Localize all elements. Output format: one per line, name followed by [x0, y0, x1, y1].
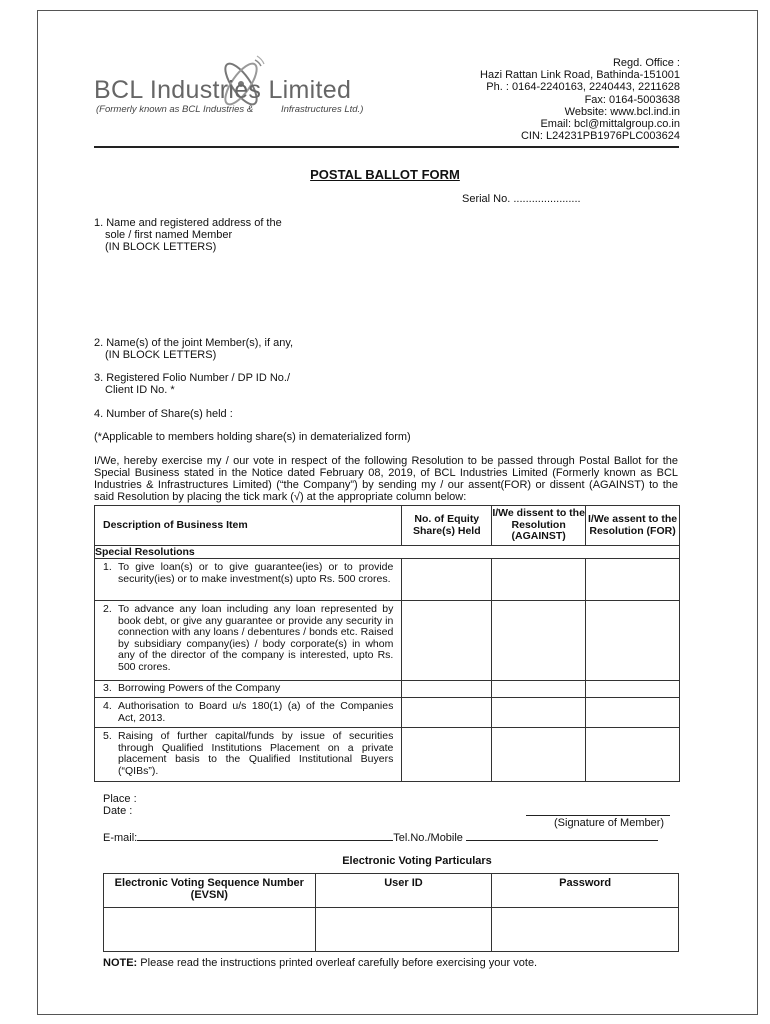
- note-text: Please read the instructions printed overleaf carefully before exercising your vote.: [137, 957, 538, 969]
- resolution-description: [95, 559, 402, 601]
- item-text: Authorisation to Board u/s 180(1) (a) of the Companies Act, 2013.: [118, 700, 394, 724]
- table-row: [95, 681, 680, 698]
- office-cin: CIN: L24231PB1976PLC003624: [520, 130, 680, 143]
- header-divider: [94, 146, 679, 148]
- section-special-resolutions: Special Resolutions: [95, 546, 680, 559]
- field-label: Client ID No. *: [105, 384, 175, 396]
- evoting-table: [103, 873, 679, 952]
- contact-row: [103, 830, 658, 844]
- office-website: Website: www.bcl.ind.in: [564, 105, 680, 118]
- company-logo: [94, 58, 369, 128]
- section-row: [95, 546, 680, 559]
- user-id-input[interactable]: [315, 908, 492, 952]
- serial-number: Serial No. ......................: [462, 193, 581, 205]
- table-row: [95, 728, 680, 782]
- table-row: [95, 698, 680, 728]
- email-label: E-mail:: [103, 832, 138, 844]
- table-row: [95, 559, 680, 601]
- against-cell[interactable]: [492, 681, 586, 698]
- signature-line[interactable]: [526, 815, 670, 816]
- place-field[interactable]: Place :: [103, 793, 137, 805]
- resolution-declaration: I/We, hereby exercise my / our vote in respect of the following Resolution to be passed through Postal Ballot for the Special Business stated in the Notice dated February 08, 2019, of BCL Industries Limited (Formerly known as BCL Industries & Infrastructures Limited) (“the Company”) by sending my / our assent(FOR) or dissent (AGAINST) to the said Resolution by placing the tick mark (√) at the appropriate column below:: [94, 455, 678, 503]
- shares-cell[interactable]: [402, 559, 492, 601]
- header-description: Description of Business Item: [95, 506, 402, 546]
- for-cell[interactable]: [586, 728, 680, 782]
- shares-cell[interactable]: [402, 601, 492, 681]
- evsn-input[interactable]: [104, 908, 316, 952]
- item-text: To give loan(s) or to give guarantee(ies) or to provide security(ies) or to make investment(s) upto Rs. 500 crores.: [118, 561, 394, 585]
- evoting-heading: Electronic Voting Particulars: [342, 855, 492, 867]
- header-equity-shares: No. of Equity Share(s) Held: [402, 506, 492, 546]
- header-against: I/We dissent to the Resolution (AGAINST): [492, 506, 586, 546]
- item-number: 2.: [103, 603, 112, 615]
- resolution-description: [95, 601, 402, 681]
- password-header: Password: [492, 874, 679, 908]
- former-name-right: Infrastructures Ltd.): [281, 104, 364, 115]
- note: [103, 957, 537, 969]
- field-label: (IN BLOCK LETTERS): [105, 241, 217, 253]
- ballot-header-row: [95, 506, 680, 546]
- field-joint-members[interactable]: [94, 337, 293, 361]
- resolution-description: [95, 681, 402, 698]
- item-text: To advance any loan including any loan represented by book debt, or give any guarantee or provide any security in connection with any loans / debentures / bonds etc. Raised by subsidiary company(ies) / body corporate(s) in whom any of the director of the company is interested, upto Rs. 500 crores.: [118, 603, 394, 673]
- office-line: Regd. Office :: [612, 57, 680, 69]
- against-cell[interactable]: [492, 559, 586, 601]
- for-cell[interactable]: [586, 681, 680, 698]
- header-for: I/We assent to the Resolution (FOR): [586, 506, 680, 546]
- item-text: Raising of further capital/funds by issue of securities through Qualified Institutions Placement on a private placement basis to the Qualified Institutional Buyers (“QIBs”).: [118, 730, 394, 777]
- for-cell[interactable]: [586, 559, 680, 601]
- company-name: BCL Industries Limited: [94, 76, 352, 104]
- evoting-header-row: [104, 874, 679, 908]
- former-name-left: (Formerly known as BCL Industries &: [96, 104, 254, 115]
- item-number: 4.: [103, 700, 112, 712]
- resolution-description: [95, 728, 402, 782]
- for-cell[interactable]: [586, 601, 680, 681]
- field-label: sole / first named Member: [105, 229, 233, 241]
- item-number: 1.: [103, 561, 112, 573]
- password-input[interactable]: [492, 908, 679, 952]
- field-shares-held[interactable]: 4. Number of Share(s) held :: [94, 408, 233, 420]
- field-member-name-address[interactable]: [94, 217, 282, 253]
- company-former-name: [96, 104, 364, 115]
- registered-office-block: [480, 57, 680, 142]
- field-label: 2. Name(s) of the joint Member(s), if any,: [94, 337, 294, 349]
- field-label: 1. Name and registered address of the: [94, 217, 282, 229]
- against-cell[interactable]: [492, 601, 586, 681]
- item-number: 3.: [103, 682, 112, 694]
- item-number: 5.: [103, 730, 112, 742]
- office-address: Hazi Rattan Link Road, Bathinda-151001: [480, 69, 680, 82]
- evoting-input-row: [104, 908, 679, 952]
- user-id-header: User ID: [315, 874, 492, 908]
- for-cell[interactable]: [586, 698, 680, 728]
- office-fax: Fax: 0164-5003638: [584, 93, 680, 106]
- field-label: 3. Registered Folio Number / DP ID No./: [94, 372, 291, 384]
- shares-cell[interactable]: [402, 728, 492, 782]
- office-email: Email: bcl@mittalgroup.co.in: [540, 118, 680, 131]
- signature-label: (Signature of Member): [554, 817, 665, 829]
- form-title: POSTAL BALLOT FORM: [310, 167, 460, 182]
- demat-footnote: (*Applicable to members holding share(s) in dematerialized form): [94, 431, 411, 443]
- ballot-table: [94, 505, 680, 782]
- field-folio-number[interactable]: [94, 372, 290, 396]
- tel-label: Tel.No./Mobile: [393, 832, 463, 844]
- field-label: (IN BLOCK LETTERS): [105, 349, 217, 361]
- table-row: [95, 601, 680, 681]
- against-cell[interactable]: [492, 698, 586, 728]
- office-phone: Ph. : 0164-2240163, 2240443, 2211628: [486, 81, 680, 94]
- against-cell[interactable]: [492, 728, 586, 782]
- tel-field[interactable]: [466, 830, 658, 841]
- shares-cell[interactable]: [402, 698, 492, 728]
- evsn-header: Electronic Voting Sequence Number (EVSN): [104, 874, 316, 908]
- resolution-description: [95, 698, 402, 728]
- date-field[interactable]: Date :: [103, 805, 133, 817]
- email-field[interactable]: [137, 830, 393, 841]
- item-text: Borrowing Powers of the Company: [118, 682, 281, 694]
- note-label: NOTE:: [103, 957, 138, 969]
- shares-cell[interactable]: [402, 681, 492, 698]
